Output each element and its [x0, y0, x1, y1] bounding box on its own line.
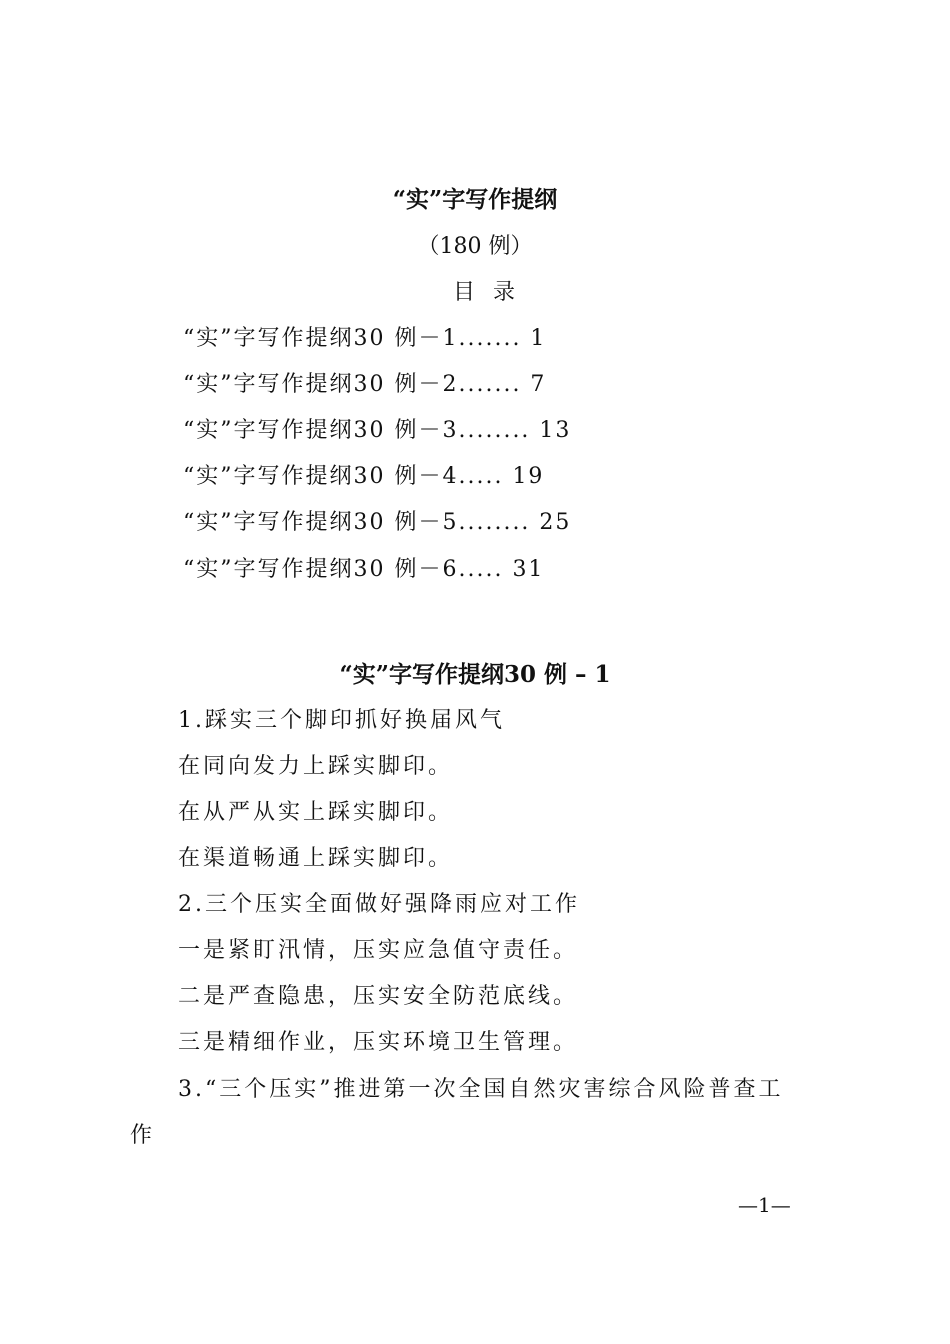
outline-heading: 3.“三个压实”推进第一次全国自然灾害综合风险普查工 — [178, 1077, 784, 1102]
outline-point: 三是精细作业，压实环境卫生管理。 — [178, 1030, 579, 1055]
section-title: “实”字写作提纲30 例 – 1 — [339, 661, 611, 688]
toc-item[interactable]: “实”字写作提纲30 例－4..... 19 — [183, 464, 545, 489]
outline-point: 二是严查隐患，压实安全防范底线。 — [178, 984, 579, 1009]
outline-point: 在渠道畅通上踩实脚印。 — [178, 846, 454, 871]
outline-heading: 1.踩实三个脚印抓好换届风气 — [178, 708, 505, 733]
toc-item[interactable]: “实”字写作提纲30 例－5........ 25 — [183, 510, 572, 535]
toc-item[interactable]: “实”字写作提纲30 例－2....... 7 — [183, 372, 547, 397]
toc-item[interactable]: “实”字写作提纲30 例－1....... 1 — [183, 326, 547, 351]
toc-item[interactable]: “实”字写作提纲30 例－3........ 13 — [183, 418, 572, 443]
outline-point: 在从严从实上踩实脚印。 — [178, 800, 454, 825]
outline-point: 在同向发力上踩实脚印。 — [178, 754, 454, 779]
outline-heading: 2.三个压实全面做好强降雨应对工作 — [178, 892, 580, 917]
outline-heading-continuation: 作 — [130, 1123, 153, 1148]
toc-item[interactable]: “实”字写作提纲30 例－6..... 31 — [183, 557, 545, 582]
document-title: “实”字写作提纲 — [392, 186, 558, 213]
page-number: —1— — [738, 1193, 791, 1217]
outline-point: 一是紧盯汛情，压实应急值守责任。 — [178, 938, 579, 963]
toc-heading: 目录 — [452, 280, 533, 305]
document-subtitle: （180 例） — [417, 234, 533, 259]
